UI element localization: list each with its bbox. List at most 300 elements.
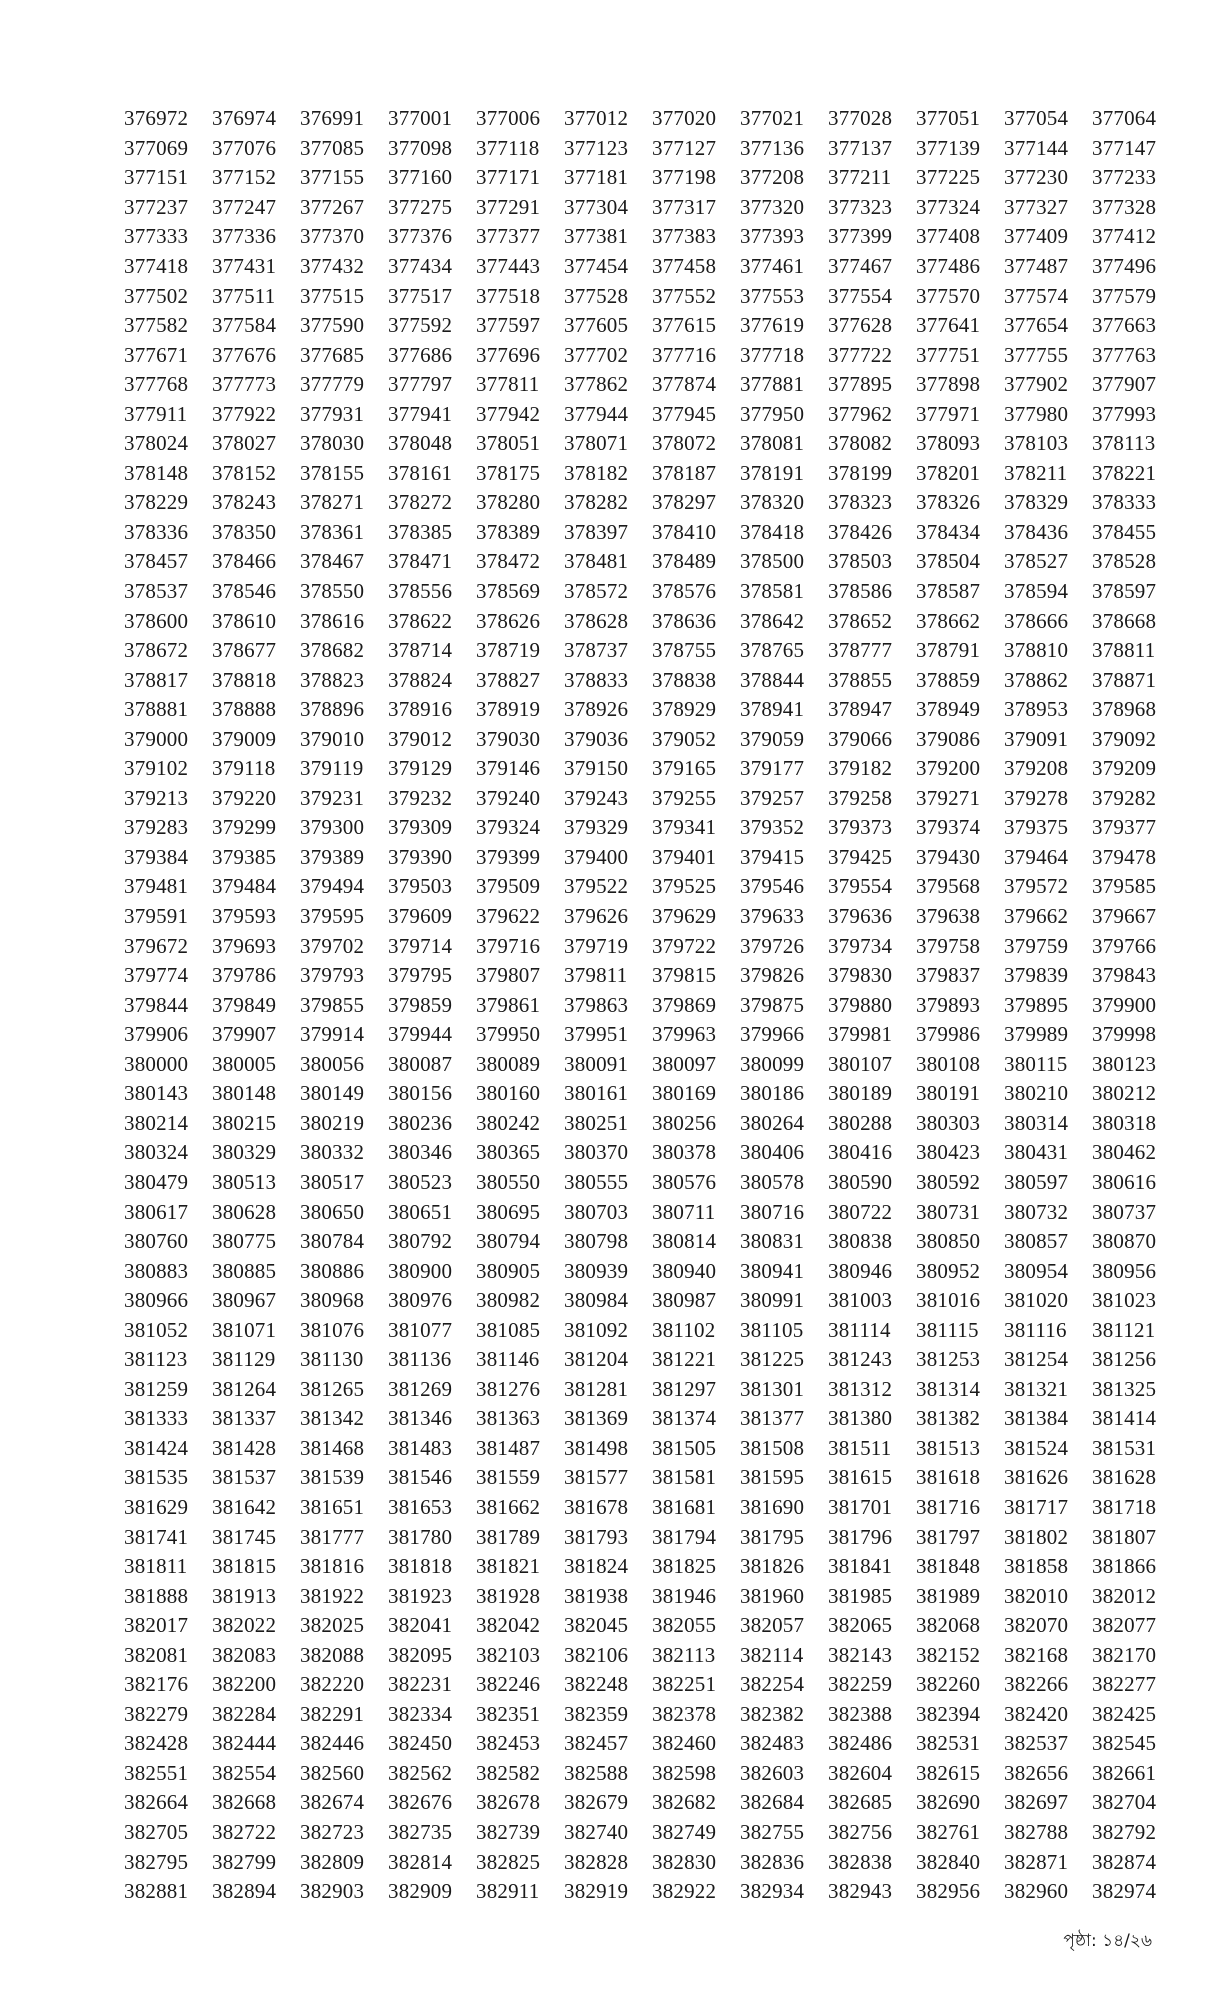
roll-number: 382881	[124, 1879, 189, 1904]
roll-number: 381369	[564, 1406, 629, 1431]
roll-number: 382598	[652, 1760, 717, 1785]
roll-number: 378682	[300, 638, 365, 663]
roll-number: 382152	[916, 1642, 981, 1667]
roll-number: 379572	[1004, 874, 1069, 899]
roll-number: 380215	[212, 1110, 277, 1135]
roll-number: 382894	[212, 1879, 277, 1904]
roll-number: 381121	[1092, 1317, 1156, 1342]
roll-number: 381796	[828, 1524, 893, 1549]
roll-number: 378662	[916, 608, 981, 633]
roll-number: 378622	[388, 608, 453, 633]
roll-number: 379525	[652, 874, 717, 899]
number-row	[124, 1640, 1174, 1670]
roll-number: 379200	[916, 756, 981, 781]
roll-number: 377993	[1092, 401, 1157, 426]
roll-number: 380711	[652, 1199, 716, 1224]
roll-number: 377574	[1004, 283, 1069, 308]
roll-number: 379914	[300, 1022, 365, 1047]
roll-number: 382231	[388, 1672, 453, 1697]
roll-number: 380650	[300, 1199, 365, 1224]
roll-number: 382291	[300, 1701, 365, 1726]
roll-number: 379059	[740, 726, 805, 751]
roll-number: 381321	[1004, 1376, 1069, 1401]
roll-number: 380314	[1004, 1110, 1069, 1135]
roll-number: 380264	[740, 1110, 805, 1135]
roll-number: 378594	[1004, 579, 1069, 604]
roll-number: 382394	[916, 1701, 981, 1726]
roll-number: 378636	[652, 608, 717, 633]
number-row	[124, 134, 1174, 164]
roll-number: 377412	[1092, 224, 1157, 249]
roll-number: 377722	[828, 342, 893, 367]
roll-number: 380365	[476, 1140, 541, 1165]
roll-number: 381374	[652, 1406, 717, 1431]
roll-number: 378719	[476, 638, 541, 663]
number-row	[124, 1552, 1174, 1582]
roll-number: 377171	[476, 165, 541, 190]
roll-number: 379950	[476, 1022, 541, 1047]
roll-number: 377152	[212, 165, 277, 190]
roll-number: 378271	[300, 490, 365, 515]
roll-number: 379010	[300, 726, 365, 751]
roll-number: 381114	[828, 1317, 891, 1342]
roll-number: 382795	[124, 1849, 189, 1874]
roll-number: 380794	[476, 1229, 541, 1254]
roll-number: 382551	[124, 1760, 189, 1785]
roll-number: 377304	[564, 194, 629, 219]
roll-number: 378855	[828, 667, 893, 692]
roll-number: 378597	[1092, 579, 1157, 604]
roll-number: 379609	[388, 904, 453, 929]
roll-number: 382943	[828, 1879, 893, 1904]
roll-number: 379389	[300, 844, 365, 869]
roll-number: 377127	[652, 135, 717, 160]
roll-number: 378229	[124, 490, 189, 515]
roll-number: 382041	[388, 1613, 453, 1638]
roll-number: 378714	[388, 638, 453, 663]
roll-number: 380905	[476, 1258, 541, 1283]
roll-number: 381382	[916, 1406, 981, 1431]
roll-number: 378919	[476, 697, 541, 722]
roll-number: 379377	[1092, 815, 1157, 840]
roll-number: 381204	[564, 1347, 629, 1372]
number-row	[124, 459, 1174, 489]
roll-number: 380517	[300, 1169, 365, 1194]
roll-number: 378466	[212, 549, 277, 574]
roll-number: 377874	[652, 372, 717, 397]
roll-number: 381076	[300, 1317, 365, 1342]
roll-number: 381795	[740, 1524, 805, 1549]
roll-number: 381826	[740, 1554, 805, 1579]
roll-number: 378199	[828, 460, 893, 485]
roll-number: 381642	[212, 1494, 277, 1519]
roll-number: 377434	[388, 254, 453, 278]
roll-number: 382828	[564, 1849, 629, 1874]
roll-number: 377811	[476, 372, 540, 397]
roll-number: 378030	[300, 431, 365, 456]
roll-number: 382809	[300, 1849, 365, 1874]
roll-number: 377898	[916, 372, 981, 397]
number-row	[124, 606, 1174, 636]
roll-number: 382922	[652, 1879, 717, 1904]
roll-number: 381811	[124, 1554, 188, 1579]
roll-number: 379102	[124, 756, 189, 781]
roll-number: 378737	[564, 638, 629, 663]
roll-number: 379352	[740, 815, 805, 840]
roll-number: 377317	[652, 194, 717, 219]
roll-number: 382814	[388, 1849, 453, 1874]
roll-number: 382685	[828, 1790, 893, 1815]
roll-number: 381428	[212, 1435, 277, 1460]
roll-number: 380160	[476, 1081, 541, 1106]
roll-number: 381281	[564, 1376, 629, 1401]
roll-number: 378027	[212, 431, 277, 456]
roll-number: 379283	[124, 815, 189, 840]
roll-number: 382042	[476, 1613, 541, 1638]
roll-number: 379119	[300, 756, 364, 781]
roll-number: 382251	[652, 1672, 717, 1697]
number-row	[124, 222, 1174, 252]
roll-number: 381922	[300, 1583, 365, 1608]
number-row	[124, 1345, 1174, 1375]
roll-number: 379989	[1004, 1022, 1069, 1047]
roll-number: 382974	[1092, 1879, 1157, 1904]
roll-number: 381221	[652, 1347, 717, 1372]
roll-number: 380513	[212, 1169, 277, 1194]
number-row	[124, 281, 1174, 311]
number-row	[124, 429, 1174, 459]
roll-number: 382960	[1004, 1879, 1069, 1904]
roll-number: 378426	[828, 519, 893, 544]
roll-number: 379734	[828, 933, 893, 958]
roll-number: 379893	[916, 992, 981, 1017]
roll-number: 377696	[476, 342, 541, 367]
number-row	[124, 1256, 1174, 1286]
roll-number: 377370	[300, 224, 365, 249]
roll-number: 380056	[300, 1051, 365, 1076]
roll-number: 378191	[740, 460, 805, 485]
roll-number: 379629	[652, 904, 717, 929]
roll-number: 380870	[1092, 1229, 1157, 1254]
roll-number: 381716	[916, 1494, 981, 1519]
roll-number: 377615	[652, 313, 717, 338]
roll-number: 381531	[1092, 1435, 1157, 1460]
roll-number: 380406	[740, 1140, 805, 1165]
roll-number: 376974	[212, 106, 277, 131]
roll-number: 381363	[476, 1406, 541, 1431]
roll-number: 379385	[212, 844, 277, 869]
roll-number: 380089	[476, 1051, 541, 1076]
roll-number: 378859	[916, 667, 981, 692]
roll-number: 381681	[652, 1494, 717, 1519]
roll-number: 378161	[388, 460, 453, 485]
roll-number: 381628	[1092, 1465, 1157, 1490]
roll-number: 377663	[1092, 313, 1157, 338]
number-row	[124, 1670, 1174, 1700]
roll-number: 377553	[740, 283, 805, 308]
number-row	[124, 488, 1174, 518]
roll-number: 379401	[652, 844, 717, 869]
roll-number: 378862	[1004, 667, 1069, 692]
roll-number: 380590	[828, 1169, 893, 1194]
roll-number: 378947	[828, 697, 893, 722]
roll-number: 380378	[652, 1140, 717, 1165]
number-row	[124, 1581, 1174, 1611]
roll-number: 378844	[740, 667, 805, 692]
number-row	[124, 754, 1174, 784]
roll-number: 379966	[740, 1022, 805, 1047]
number-row	[124, 1050, 1174, 1080]
roll-number: 378148	[124, 460, 189, 485]
number-row	[124, 1700, 1174, 1730]
roll-number: 379052	[652, 726, 717, 751]
roll-number: 377064	[1092, 106, 1157, 131]
roll-number: 382254	[740, 1672, 805, 1697]
roll-number: 382483	[740, 1731, 805, 1756]
roll-number: 380332	[300, 1140, 365, 1165]
roll-number: 379209	[1092, 756, 1157, 781]
roll-number: 382114	[740, 1642, 804, 1667]
roll-number: 378833	[564, 667, 629, 692]
roll-number: 382664	[124, 1790, 189, 1815]
roll-number: 379622	[476, 904, 541, 929]
roll-number: 379503	[388, 874, 453, 899]
roll-number: 381225	[740, 1347, 805, 1372]
roll-number: 381105	[740, 1317, 804, 1342]
roll-number: 378777	[828, 638, 893, 663]
roll-number: 379774	[124, 963, 189, 988]
roll-number: 377181	[564, 165, 629, 190]
roll-number: 378489	[652, 549, 717, 574]
roll-number: 380966	[124, 1288, 189, 1313]
roll-number: 382382	[740, 1701, 805, 1726]
roll-number: 381653	[388, 1494, 453, 1519]
roll-number: 382668	[212, 1790, 277, 1815]
roll-number: 377911	[124, 401, 188, 426]
roll-number: 377085	[300, 135, 365, 160]
roll-number: 380592	[916, 1169, 981, 1194]
roll-number: 379257	[740, 785, 805, 810]
roll-number: 377377	[476, 224, 541, 249]
roll-number: 382378	[652, 1701, 717, 1726]
roll-number: 382674	[300, 1790, 365, 1815]
roll-number: 382722	[212, 1819, 277, 1844]
roll-number: 379329	[564, 815, 629, 840]
roll-number: 378810	[1004, 638, 1069, 663]
roll-number: 378503	[828, 549, 893, 574]
roll-number: 382259	[828, 1672, 893, 1697]
roll-number: 380149	[300, 1081, 365, 1106]
roll-number: 379232	[388, 785, 453, 810]
roll-number: 382279	[124, 1701, 189, 1726]
roll-number: 382420	[1004, 1701, 1069, 1726]
roll-number: 377941	[388, 401, 453, 426]
roll-number: 381312	[828, 1376, 893, 1401]
roll-number: 380578	[740, 1169, 805, 1194]
roll-number: 378297	[652, 490, 717, 515]
roll-number: 380242	[476, 1110, 541, 1135]
roll-number: 378881	[124, 697, 189, 722]
roll-number: 380189	[828, 1081, 893, 1106]
roll-number: 379271	[916, 785, 981, 810]
roll-number: 380214	[124, 1110, 189, 1135]
roll-number: 377383	[652, 224, 717, 249]
roll-number: 377076	[212, 135, 277, 160]
roll-number: 377518	[476, 283, 541, 308]
roll-number: 380550	[476, 1169, 541, 1194]
roll-number: 382095	[388, 1642, 453, 1667]
roll-number: 378455	[1092, 519, 1157, 544]
roll-number: 381297	[652, 1376, 717, 1401]
roll-number: 380143	[124, 1081, 189, 1106]
roll-number: 381581	[652, 1465, 717, 1490]
roll-number: 379880	[828, 992, 893, 1017]
roll-number: 381546	[388, 1465, 453, 1490]
roll-number: 378888	[212, 697, 277, 722]
number-row	[124, 1493, 1174, 1523]
roll-number: 381678	[564, 1494, 629, 1519]
roll-number: 381020	[1004, 1288, 1069, 1313]
number-row	[124, 1463, 1174, 1493]
roll-number: 382444	[212, 1731, 277, 1756]
roll-number: 379811	[564, 963, 628, 988]
roll-number: 379300	[300, 815, 365, 840]
number-row	[124, 370, 1174, 400]
roll-number: 377597	[476, 313, 541, 338]
roll-number: 379522	[564, 874, 629, 899]
roll-number: 379182	[828, 756, 893, 781]
roll-number: 379324	[476, 815, 541, 840]
roll-number: 380576	[652, 1169, 717, 1194]
roll-number: 378333	[1092, 490, 1157, 515]
roll-number: 378385	[388, 519, 453, 544]
roll-number: 382838	[828, 1849, 893, 1874]
roll-number: 378896	[300, 697, 365, 722]
number-row	[124, 1847, 1174, 1877]
roll-number: 377486	[916, 254, 981, 278]
roll-number: 380107	[828, 1051, 893, 1076]
roll-number: 377768	[124, 372, 189, 397]
roll-number: 380256	[652, 1110, 717, 1135]
roll-number: 381618	[916, 1465, 981, 1490]
roll-number: 382531	[916, 1731, 981, 1756]
roll-number: 379944	[388, 1022, 453, 1047]
roll-number: 380191	[916, 1081, 981, 1106]
roll-number: 378175	[476, 460, 541, 485]
roll-number: 382679	[564, 1790, 629, 1815]
roll-number: 378072	[652, 431, 717, 456]
roll-number: 379693	[212, 933, 277, 958]
roll-number: 379855	[300, 992, 365, 1017]
roll-number: 379464	[1004, 844, 1069, 869]
roll-number: 379895	[1004, 992, 1069, 1017]
roll-number: 378211	[1004, 460, 1068, 485]
roll-number: 377323	[828, 194, 893, 219]
roll-number: 378823	[300, 667, 365, 692]
number-row	[124, 636, 1174, 666]
roll-number: 381513	[916, 1435, 981, 1460]
number-row	[124, 1286, 1174, 1316]
roll-number: 377409	[1004, 224, 1069, 249]
roll-number: 378201	[916, 460, 981, 485]
roll-number: 380982	[476, 1288, 541, 1313]
roll-number: 381337	[212, 1406, 277, 1431]
roll-number: 382676	[388, 1790, 453, 1815]
roll-number: 377942	[476, 401, 541, 426]
roll-number: 380148	[212, 1081, 277, 1106]
roll-number: 380000	[124, 1051, 189, 1076]
roll-number: 378071	[564, 431, 629, 456]
roll-number: 377098	[388, 135, 453, 160]
roll-number: 377333	[124, 224, 189, 249]
roll-number: 378838	[652, 667, 717, 692]
roll-number: 382871	[1004, 1849, 1069, 1874]
roll-number: 382012	[1092, 1583, 1157, 1608]
roll-number: 379129	[388, 756, 453, 781]
roll-number: 381888	[124, 1583, 189, 1608]
roll-number: 379494	[300, 874, 365, 899]
roll-number: 381985	[828, 1583, 893, 1608]
roll-number: 380731	[916, 1199, 981, 1224]
number-row	[124, 1375, 1174, 1405]
roll-number: 382560	[300, 1760, 365, 1785]
roll-number: 379722	[652, 933, 717, 958]
roll-number: 377582	[124, 313, 189, 338]
roll-number: 382200	[212, 1672, 277, 1697]
roll-number: 378329	[1004, 490, 1069, 515]
roll-number: 378103	[1004, 431, 1069, 456]
roll-number: 381815	[212, 1554, 277, 1579]
roll-number: 381651	[300, 1494, 365, 1519]
roll-number: 381346	[388, 1406, 453, 1431]
roll-number: 379373	[828, 815, 893, 840]
roll-number: 382545	[1092, 1731, 1157, 1756]
roll-number: 378824	[388, 667, 453, 692]
roll-number: 380370	[564, 1140, 629, 1165]
roll-number: 381256	[1092, 1347, 1157, 1372]
roll-number: 379830	[828, 963, 893, 988]
roll-number: 377237	[124, 194, 189, 219]
roll-number: 377763	[1092, 342, 1157, 367]
roll-number: 380169	[652, 1081, 717, 1106]
roll-number: 381269	[388, 1376, 453, 1401]
roll-number: 379091	[1004, 726, 1069, 751]
roll-number: 377155	[300, 165, 365, 190]
number-row	[124, 931, 1174, 961]
roll-number: 378572	[564, 579, 629, 604]
roll-number: 379843	[1092, 963, 1157, 988]
roll-number: 379546	[740, 874, 805, 899]
roll-number: 382830	[652, 1849, 717, 1874]
roll-number: 378791	[916, 638, 981, 663]
roll-number: 379282	[1092, 785, 1157, 810]
roll-number: 378500	[740, 549, 805, 574]
roll-number: 380431	[1004, 1140, 1069, 1165]
roll-number: 379568	[916, 874, 981, 899]
roll-number: 378472	[476, 549, 541, 574]
roll-number: 380236	[388, 1110, 453, 1135]
roll-number: 380984	[564, 1288, 629, 1313]
roll-number: 380954	[1004, 1258, 1069, 1283]
roll-number: 378436	[1004, 519, 1069, 544]
roll-number: 381023	[1092, 1288, 1157, 1313]
roll-number: 381802	[1004, 1524, 1069, 1549]
roll-number: 381923	[388, 1583, 453, 1608]
roll-number: 377160	[388, 165, 453, 190]
roll-number: 378457	[124, 549, 189, 574]
roll-number: 381539	[300, 1465, 365, 1490]
roll-number: 378361	[300, 519, 365, 544]
